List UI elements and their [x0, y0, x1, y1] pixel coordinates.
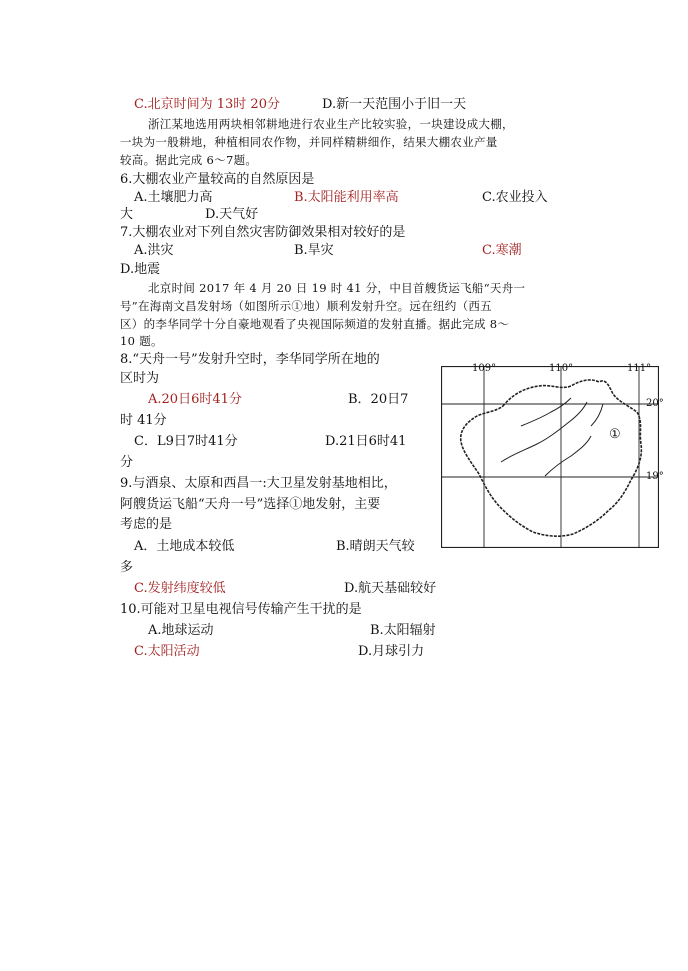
hainan-map: [441, 363, 664, 548]
launch-site-marker: ①: [609, 427, 621, 442]
q9-option-b-cont: 多: [120, 560, 134, 575]
q8-option-c: C．L9日7时41分: [134, 434, 238, 449]
q7-option-a: A.洪灾: [134, 243, 174, 258]
lon-label-109: 109°: [472, 363, 497, 374]
q10-option-a: A.地球运动: [148, 623, 214, 638]
q8-option-a: A.20日6时41分: [148, 392, 242, 407]
q9-option-a: A．土地成本较低: [134, 539, 235, 554]
q10-stem: 10.可能对卫星电视信号传输产生干扰的是: [120, 602, 362, 617]
q6-stem: 6.大棚农业产量较高的自然原因是: [120, 172, 315, 187]
q9-option-d: D.航天基础较好: [344, 581, 437, 596]
q5-option-c: C.北京时间为 13时 20分: [134, 97, 280, 112]
lon-label-110: 110°: [549, 363, 574, 374]
q9-stem-line3: 考虑的是: [120, 517, 173, 532]
passage2-line4: 10 题。: [120, 334, 163, 348]
q9-stem-line2: 阿艘货运飞船“天舟一号”选择①地发射，主要: [120, 497, 381, 512]
q7-option-d: D.地震: [120, 262, 161, 277]
q10-option-b: B.太阳辐射: [370, 623, 436, 638]
q7-stem: 7.大棚农业对下列自然灾害防御效果相对较好的是: [120, 225, 406, 240]
q9-option-b: B.晴朗天气较: [336, 539, 415, 554]
lat-label-19: 19°: [646, 471, 664, 482]
river-3: [545, 436, 591, 476]
q6-option-b: B.太阳能利用率高: [294, 190, 399, 205]
q7-option-b: B.旱灾: [294, 243, 334, 258]
q6-option-a: A.土壤肥力高: [134, 190, 213, 205]
q7-option-c: C.寒潮: [482, 243, 522, 258]
passage1-line3: 较高。据此完成 6～7题。: [120, 153, 258, 167]
q8-option-d: D.21日6时41: [325, 434, 407, 449]
q8-option-d-cont: 分: [120, 455, 134, 470]
hainan-island-outline: [461, 380, 642, 536]
q8-stem-line1: 8.“天舟一号”发射升空时，李华同学所在地的: [120, 352, 380, 367]
q8-option-b-cont: 时 41分: [120, 413, 167, 428]
q6-option-c: C.农业投入: [482, 190, 548, 205]
q8-option-b: B．20日7: [348, 392, 409, 407]
passage2-line2: 号”在海南文昌发射场（如图所示①地）顺利发射升空。远在纽约（西五: [120, 299, 492, 313]
q6-option-d: D.天气好: [205, 207, 259, 222]
q10-option-d: D.月球引力: [358, 644, 425, 659]
river-4: [591, 404, 603, 426]
q9-stem-line1: 9.与酒泉、太原和西昌一:大卫星发射基地相比，: [120, 476, 397, 491]
q6-option-c-cont: 大: [120, 207, 134, 222]
passage1-line2: 一块为一般耕地，种植相同农作物，并同样精耕细作，结果大棚农业产量: [120, 135, 498, 149]
map-frame: [442, 367, 659, 548]
lon-label-111: 111°: [627, 363, 652, 374]
q5-option-d: D.新一天范围小于旧一天: [322, 97, 467, 112]
river-2: [521, 398, 571, 426]
passage2-line1: 北京时间 2017 年 4 月 20 日 19 时 41 分，中目首艘货运飞船“天舟一: [148, 281, 526, 295]
passage2-line3: 区）的李华同学十分自豪地观看了央视国际频道的发射直播。据此完成 8～: [120, 317, 510, 331]
hainan-map-svg: [441, 366, 659, 548]
q9-option-c: C.发射纬度较低: [134, 581, 226, 596]
lat-label-20: 20°: [646, 398, 664, 409]
passage1-line1: 浙江某地选用两块相邻耕地进行农业生产比较实验，一块建设成大棚，: [148, 117, 514, 131]
q8-stem-line2: 区时为: [120, 371, 160, 386]
q10-option-c: C.太阳活动: [134, 644, 200, 659]
